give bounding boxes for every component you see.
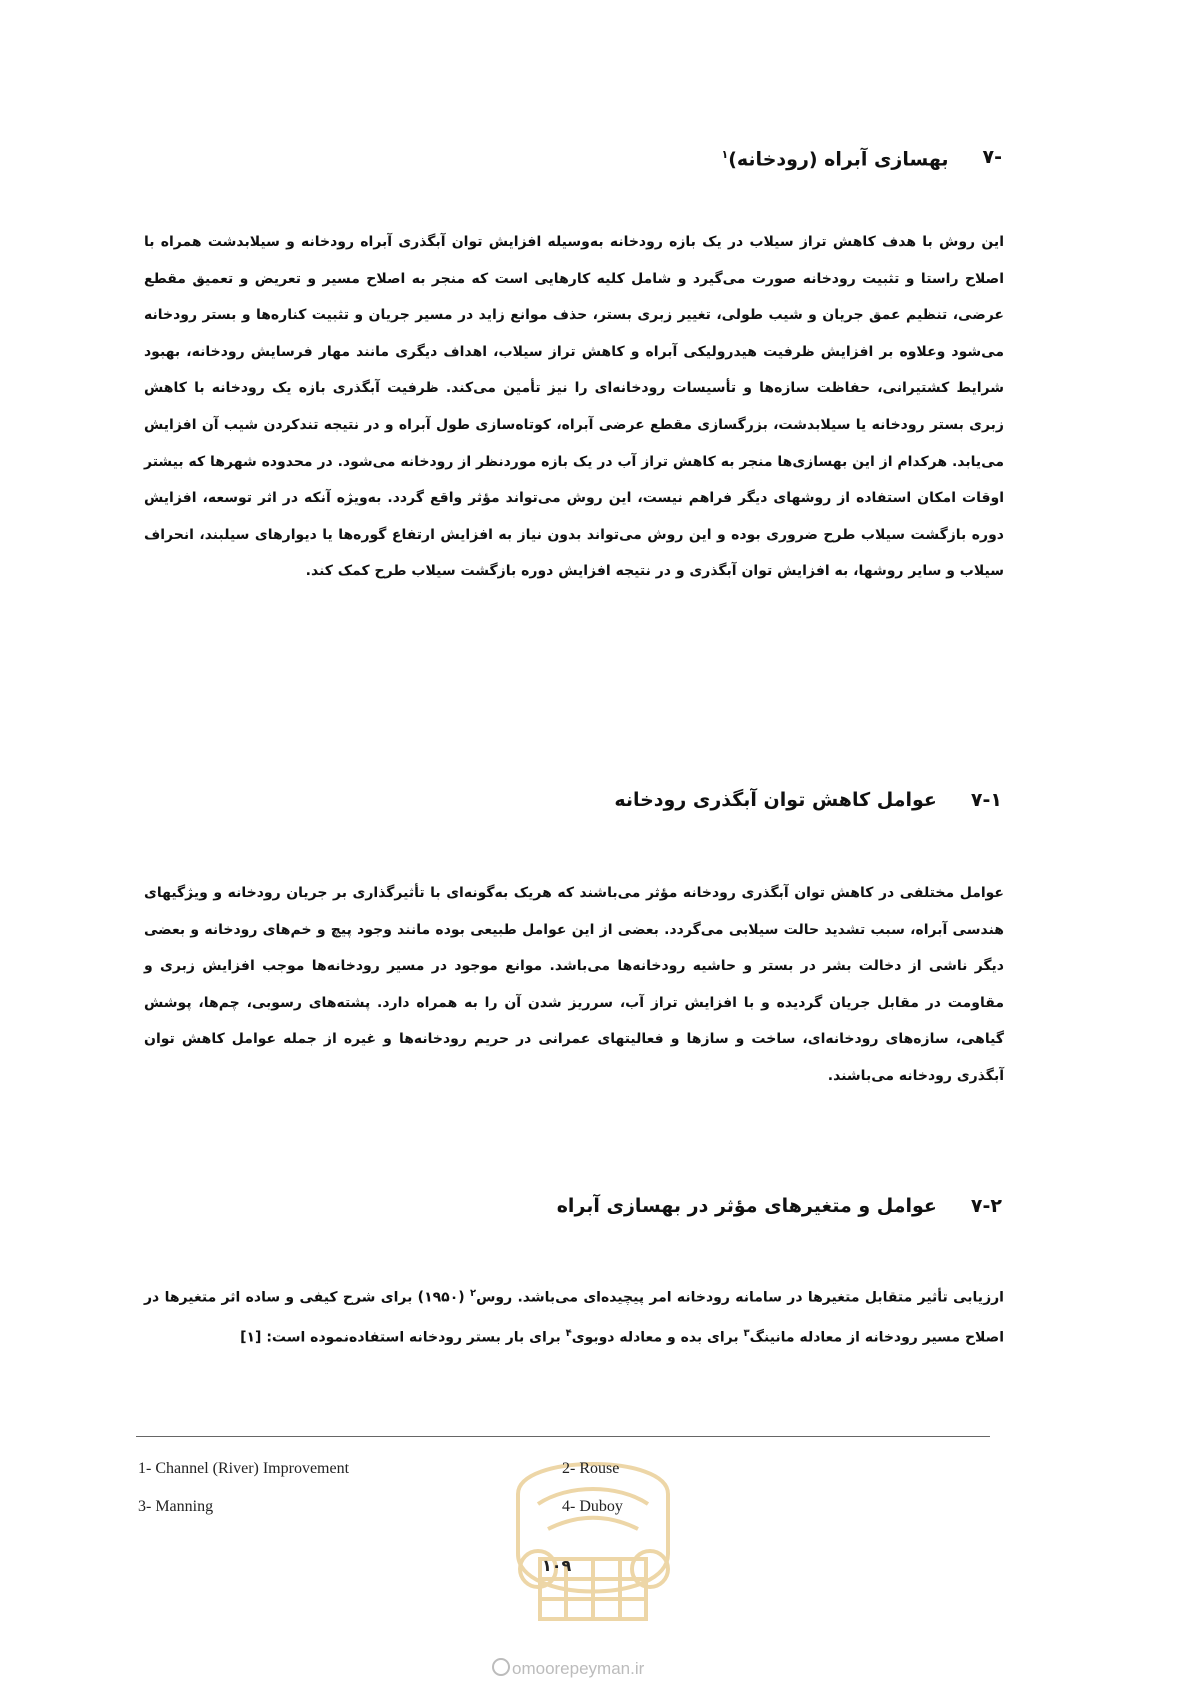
section-heading-7-1 <box>300 785 1002 815</box>
section-number: ۷-۲ <box>970 1195 1002 1217</box>
section-title: عوامل کاهش توان آبگذری رودخانه <box>614 789 937 811</box>
globe-icon <box>492 1658 510 1676</box>
footnote-1: 1- Channel (River) Improvement <box>138 1460 350 1477</box>
footnote-ref: ۴ <box>565 1328 572 1340</box>
footnote-2: 2- Rouse <box>562 1460 620 1477</box>
footnote-ref: ۱ <box>721 148 729 161</box>
footnote-ref: ۲ <box>469 1288 477 1299</box>
watermark-url: omoorepeyman.ir <box>492 1658 644 1679</box>
footnote-3: 3- Manning <box>138 1498 214 1515</box>
paragraph-3: ارزیابی تأثیر متقابل متغیرها در سامانه رودخانه امر پیچیده‌ای می‌باشد. روس$^۲$ (۱۹۵۰) برای شرح کیفی و ساده اثر متغیرها در اصلاح مسیر رودخانه از معادله مانینگ$^۳$ برای بده و معادله دوبوی$^۴$ برای بار بستر رودخانه استفاده‌نموده است: [۱] <box>144 1288 1004 1346</box>
section-number: ۷-۱ <box>970 789 1002 811</box>
page-number: ۱۰۹ <box>542 1556 572 1575</box>
section-title: عوامل و متغیرهای مؤثر در بهسازی آبراه <box>556 1195 937 1217</box>
paragraph-2: عوامل مختلفی در کاهش توان آبگذری رودخانه مؤثر می‌باشند که هریک به‌گونه‌ای با تأثیرگذاری بر جریان رودخانه و ویژگیهای هندسی آبراه، سبب تشدید حالت سیلابی می‌گردد. بعضی از این عوامل طبیعی بوده مانند وجود پیچ و خم‌های رودخانه و بعضی دیگر ناشی از دخالت بشر در بستر و حاشیه رودخانه‌ها می‌باشد. موانع موجود در مسیر رودخانه‌ها موجب افزایش زبری و مقاومت در مقابل جریان گردیده و با افزایش تراز آب، سرریز شدن آن را به همراه دارد. پشته‌های رسوبی، چم‌ها، پوشش گیاهی، سازه‌های رودخانه‌ای، ساخت و سازها و فعالیتهای عمرانی در حریم رودخانه‌ها و غیره از جمله عوامل کاهش توان آبگذری رودخانه می‌باشند. <box>144 885 1004 1084</box>
section-heading-7 <box>300 140 1002 174</box>
section-number: -۷ <box>982 146 1002 169</box>
footnote-4: 4- Duboy <box>562 1498 623 1515</box>
section-title: بهسازی آبراه (رودخانه)$^۱$ <box>721 148 949 171</box>
paragraph-1: این روش با هدف کاهش تراز سیلاب در یک بازه رودخانه به‌وسیله افزایش توان آبگذری آبراه رودخانه و سیلابدشت همراه با اصلاح راستا و تثبیت رودخانه صورت می‌گیرد و شامل کلیه کارهایی است که منجر به اصلاح مسیر و تعریض و تعمیق مقطع عرضی، تنظیم عمق جریان و شیب طولی، تغییر زبری بستر، حذف موانع زاید در مسیر جریان و تثبیت کناره‌ها و بستر رودخانه می‌شود وعلاوه بر افزایش ظرفیت هیدرولیکی آبراه و کاهش تراز سیلاب، اهداف دیگری مانند مهار فرسایش رودخانه، بهبود شرایط کشتیرانی، حفاظت سازه‌ها و تأسیسات رودخانه‌ای را نیز تأمین می‌کند. ظرفیت آبگذری بازه یک رودخانه با کاهش زبری بستر رودخانه یا سیلابدشت، بزرگسازی مقطع عرضی آبراه، کوتاه‌سازی طول آبراه و در نتیجه تندکردن شیب آن افزایش می‌یابد. هرکدام از این بهسازی‌ها منجر به کاهش تراز آب در یک بازه موردنظر از رودخانه می‌شود. در محدوده شهرها که بیشتر اوقات امکان استفاده از روشهای دیگر فراهم نیست، این روش می‌تواند مؤثر واقع گردد. به‌ویژه آنکه در اثر توسعه، افزایش دوره بازگشت سیلاب طرح ضروری بوده و این روش می‌تواند بدون نیاز به افزایش ارتفاع گوره‌ها یا دیوارهای سیلبند، انحراف سیلاب و سایر روشها، به افزایش توان آبگذری و در نتیجه افزایش دوره بازگشت سیلاب طرح کمک کند. <box>144 234 1004 580</box>
footnote-ref: ۳ <box>743 1328 750 1340</box>
section-heading-7-2 <box>300 1191 1002 1221</box>
